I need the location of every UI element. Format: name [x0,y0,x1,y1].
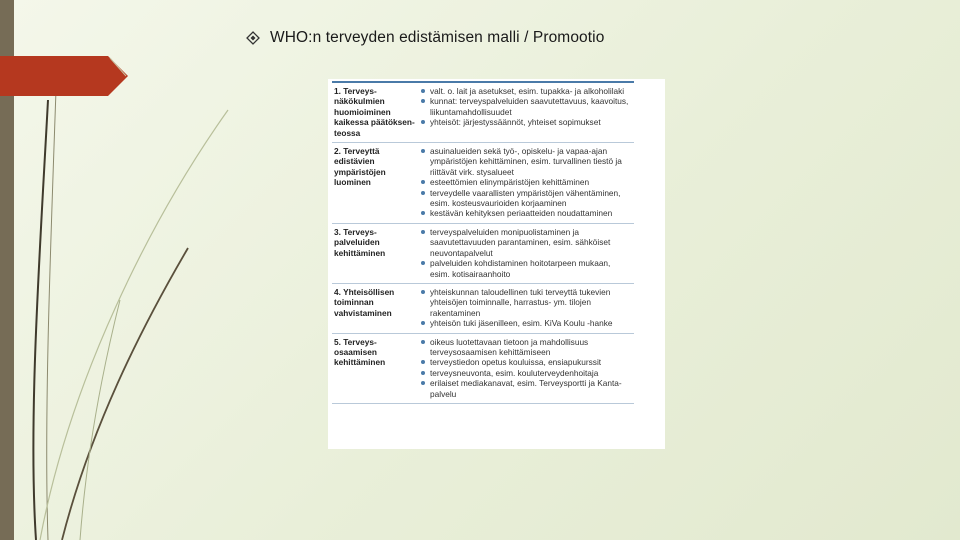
table-row [332,82,634,143]
action-area-label: 4. Yhteisöllisen toiminnan vahvistaminen [332,283,418,333]
list-item-text: yhteisön tuki jäsenilleen, esim. KiVa Koulu -hanke [430,318,613,329]
bullet-dot-icon [421,340,425,344]
list-item [420,357,632,367]
action-examples [418,333,634,403]
list-item [420,337,632,358]
bullet-dot-icon [421,261,425,265]
list-item [420,378,632,399]
list-item [420,146,632,177]
bullet-dot-icon [421,371,425,375]
bullet-dot-icon [421,120,425,124]
list-item-text: oikeus luotettavaan tietoon ja mahdollisuus terveysosaamisen kehittämiseen [430,336,589,357]
list-item-text: terveysneuvonta, esim. kouluterveydenhoitaja [430,367,599,378]
list-item-text: terveydelle vaarallisten ympäristöjen vähentäminen, esim. kosteusvaurioiden korjaaminen [430,187,621,209]
table-row [332,143,634,224]
list-item-text: terveyspalveluiden monipuolistaminen ja saavutettavuuden parantaminen, esim. sähköiset neuvontapalvelut [430,226,611,258]
list-item [420,208,632,218]
action-examples [418,283,634,333]
bullet-dot-icon [421,191,425,195]
list-item-text: kestävän kehityksen periaatteiden noudattaminen [430,208,613,219]
list-item-text: erilaiset mediakanavat, esim. Terveysportti ja Kanta-palvelu [430,378,622,399]
action-examples [418,82,634,143]
table-row [332,283,634,333]
slide-title: WHO:n terveyden edistämisen malli / Promootio [270,29,605,46]
action-area-label: 3. Terveys-palveluiden kehittäminen [332,223,418,283]
list-item-text: palveluiden kohdistaminen hoitotarpeen mukaan, esim. kotisairaanhoito [430,258,611,279]
bullet-dot-icon [421,211,425,215]
list-item-text: asuinalueiden sekä työ-, opiskelu- ja vapaa-ajan ympäristöjen kehittäminen, esim. turvallinen tiestö ja riittävät virk. stysalueet [430,146,622,177]
action-area-label: 1. Terveys-näkökulmien huomioiminen kaikessa päätöksen-teossa [332,82,418,143]
table-row [332,333,634,403]
bullet-dot-icon [421,89,425,93]
list-item [420,96,632,117]
health-promotion-model-table [332,81,634,404]
bullet-dot-icon [421,99,425,103]
list-item [420,117,632,127]
bullet-dot-icon [421,180,425,184]
slide-title-row [246,27,604,49]
action-examples [418,223,634,283]
bullet-dot-icon [421,149,425,153]
bullet-dot-icon [421,381,425,385]
accent-tab [0,56,128,96]
bullet-dot-icon [421,360,425,364]
table-row [332,223,634,283]
list-item [420,188,632,209]
list-item-text: yhteiskunnan taloudellinen tuki terveyttä tukevien yhteisöjen toiminnalle, harrastus- ym. tilojen rakentaminen [430,286,611,318]
bullet-dot-icon [421,290,425,294]
diamond-bullet-icon [246,31,260,45]
bullet-dot-icon [421,230,425,234]
list-item-text: esteettömien elinympäristöjen kehittäminen [430,177,590,188]
list-item [420,318,632,328]
action-area-label: 5. Terveys-osaamisen kehittäminen [332,333,418,403]
list-item-text: kunnat: terveyspalveluiden saavutettavuus, kaavoitus, liikuntamahdollisuudet [430,96,629,117]
list-item [420,368,632,378]
list-item [420,287,632,318]
action-examples [418,143,634,224]
list-item-text: terveystiedon opetus kouluissa, ensiapukurssit [430,357,602,368]
list-item [420,177,632,187]
list-item [420,86,632,96]
model-table-image [328,79,665,449]
list-item-text: valt. o. lait ja asetukset, esim. tupakka- ja alkoholilaki [430,86,625,96]
list-item-text: yhteisöt: järjestyssäännöt, yhteiset sopimukset [430,117,601,128]
list-item [420,227,632,258]
bullet-dot-icon [421,321,425,325]
list-item [420,258,632,279]
action-area-label: 2. Terveyttä edistävien ympäristöjen luominen [332,143,418,224]
